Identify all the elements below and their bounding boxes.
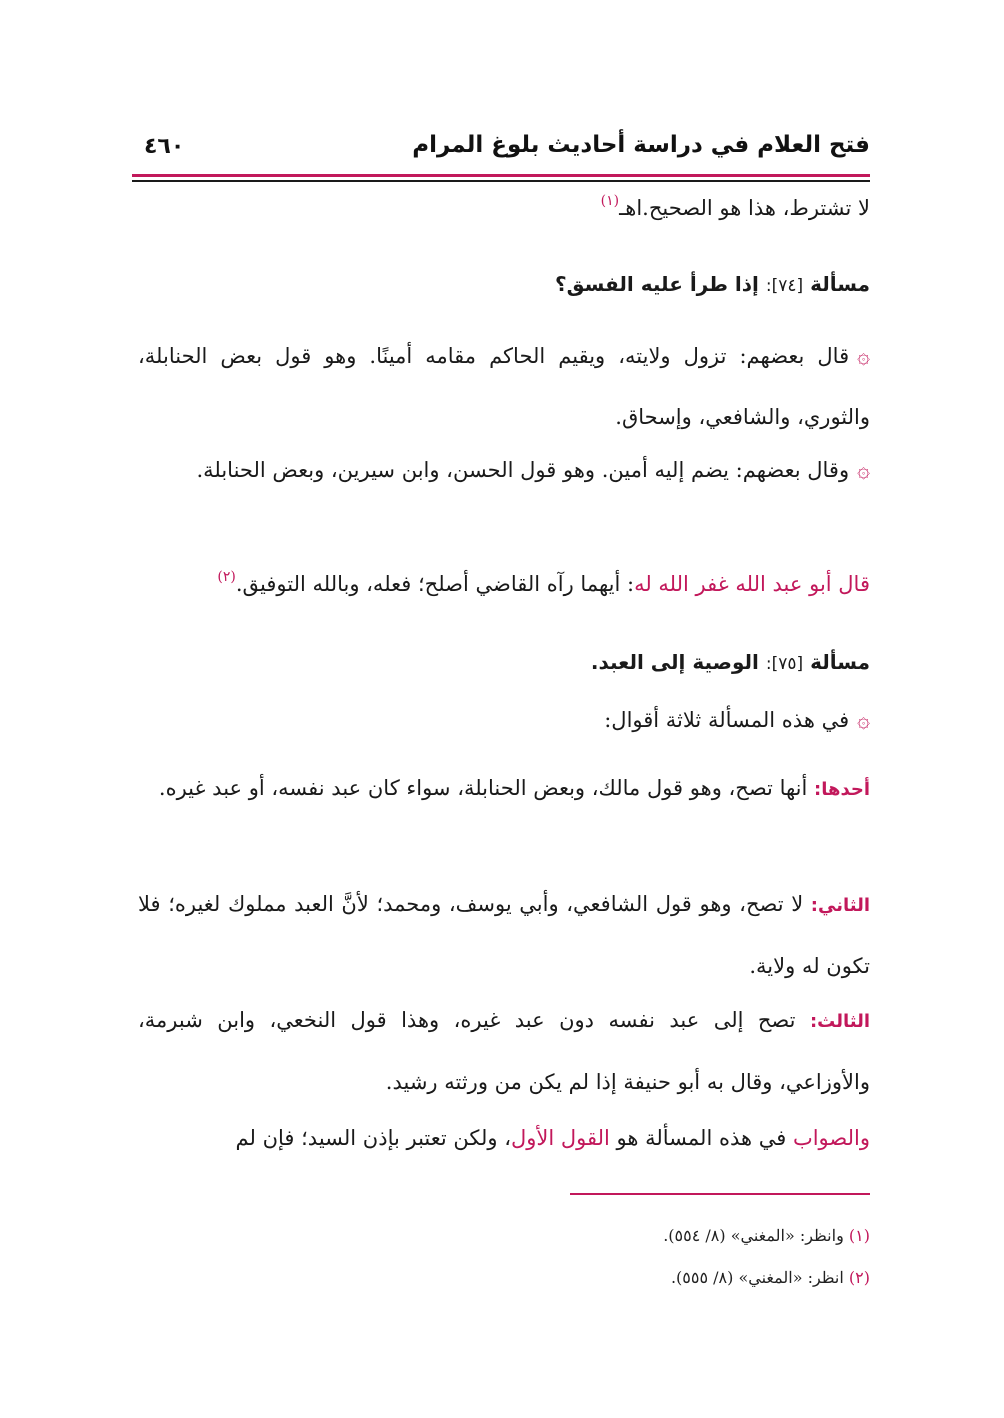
book-title: فتح العلام في دراسة أحاديث بلوغ المرام xyxy=(412,132,870,158)
view-label: أحدها: xyxy=(814,779,870,800)
flower-bullet-icon: ۞ xyxy=(857,344,870,369)
footnote-1: (١) وانظر: «المغني» (٨/ ٥٥٤). xyxy=(663,1226,870,1245)
author-conclusion: قال أبو عبد الله غفر الله له: أيهما رآه القاضي أصلح؛ فعله، وبالله التوفيق.$^{(٢)}$ xyxy=(217,569,870,596)
footnote-ref-2[interactable]: (٢) xyxy=(217,569,236,585)
continuation-line: لا تشترط، هذا هو الصحيح.اهـ$^{(١)}$ xyxy=(600,193,870,220)
view-label: الثالث: xyxy=(809,1011,870,1032)
view-label: الثاني: xyxy=(810,895,870,916)
paragraph-third-view: الثالث: تصح إلى عبد نفسه دون عبد غيره، وهذا قول النخعي، وابن شبرمة، والأوزاعي، وقال به أبو حنيفة إذا لم يكن من ورثته رشيد. xyxy=(138,1008,870,1094)
paragraph-correct-view: والصواب في هذه المسألة هو القول الأول، ولكن تعتبر بإذن السيد؛ فإن لم xyxy=(235,1126,870,1150)
author-name: قال أبو عبد الله غفر الله له xyxy=(634,572,870,596)
paragraph-first-view: أحدها: أنها تصح، وهو قول مالك، وبعض الحنابلة، سواء كان عبد نفسه، أو عبد غيره. xyxy=(158,776,870,800)
paragraph-second-view: الثاني: لا تصح، وهو قول الشافعي، وأبي يوسف، ومحمد؛ لأنَّ العبد مملوك لغيره؛ فلا تكون له ولاية. xyxy=(138,892,870,978)
flower-bullet-icon: ۞ xyxy=(857,708,870,733)
flower-bullet-icon: ۞ xyxy=(857,458,870,483)
header-rule-accent xyxy=(132,174,870,177)
question-75-heading: مسألة [٧٥]: الوصية إلى العبد. xyxy=(590,650,870,674)
paragraph-intro: ۞في هذه المسألة ثلاثة أقوال: xyxy=(604,708,870,733)
footnote-separator xyxy=(570,1193,870,1195)
question-74-heading: مسألة [٧٤]: إذا طرأ عليه الفسق؟ xyxy=(555,272,870,296)
page-number: ٤٦٠ xyxy=(144,134,185,159)
footnote-2: (٢) انظر: «المغني» (٨/ ٥٥٥). xyxy=(670,1268,870,1287)
page-header xyxy=(132,130,870,170)
paragraph-opinion-1: ۞قال بعضهم: تزول ولايته، ويقيم الحاكم مقامه أمينًا. وهو قول بعض الحنابلة، والثوري، والشافعي، وإسحاق. xyxy=(138,344,870,429)
footnote-ref-1[interactable]: (١) xyxy=(600,193,620,209)
paragraph-opinion-2: ۞وقال بعضهم: يضم إليه أمين. وهو قول الحسن، وابن سيرين، وبعض الحنابلة. xyxy=(196,458,870,483)
header-rule-dark xyxy=(132,180,870,182)
